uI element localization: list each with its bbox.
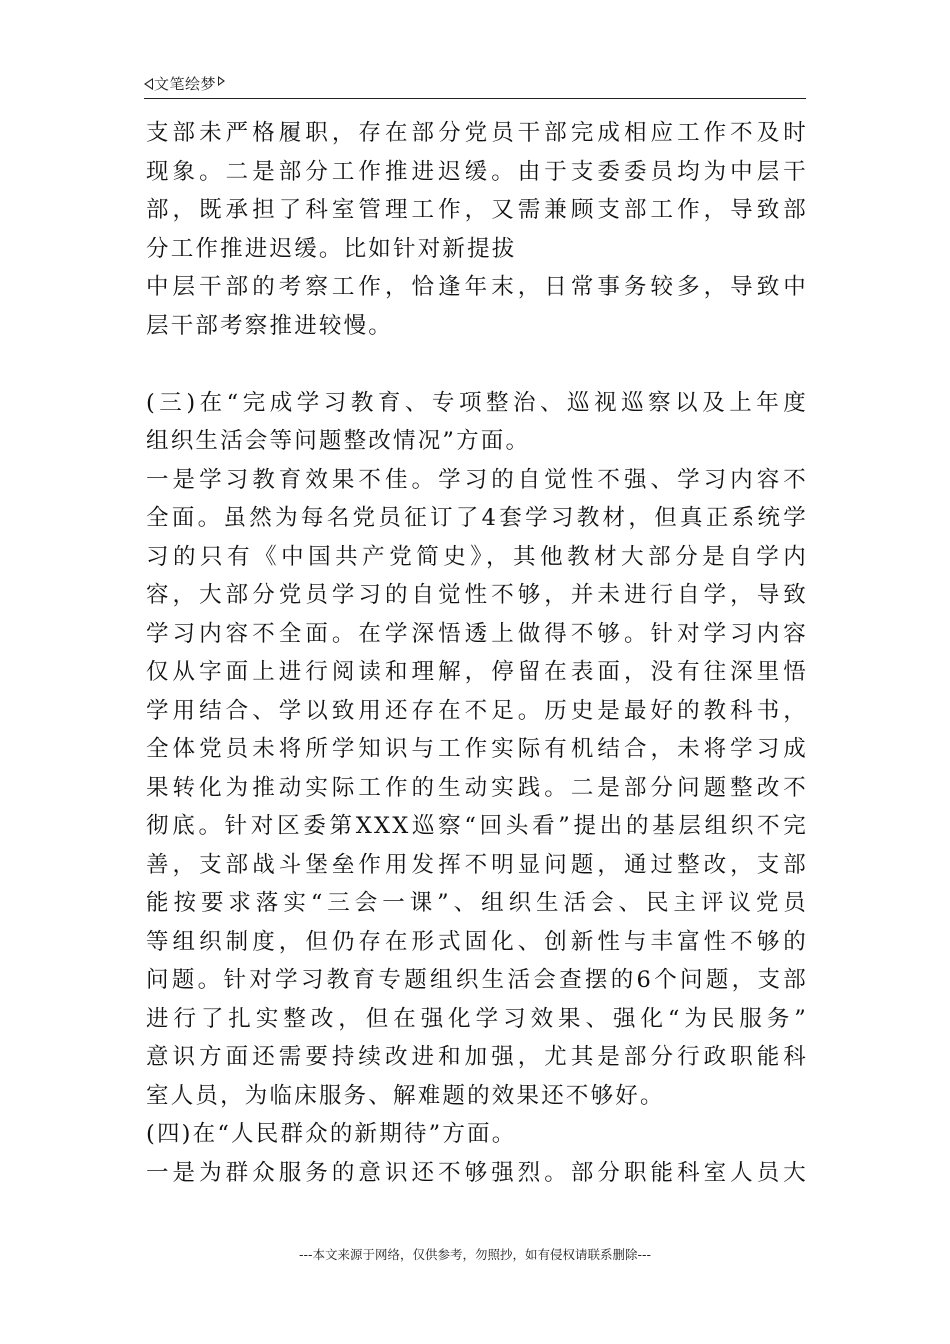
text-line: 仅从字面上进行阅读和理解，停留在表面，没有往深里悟 [146, 659, 808, 685]
right-triangle-icon [218, 76, 225, 86]
text-line: 支部未严格履职，存在部分党员干部完成相应工作不及时 [146, 120, 808, 146]
text-line: 习的只有《中国共产党简史》，其他教材大部分是自学内 [146, 543, 808, 570]
blank-line [146, 345, 808, 384]
page-header [144, 74, 806, 99]
footer-notice: ---本文来源于网络，仅供参考，勿照抄，如有侵权请联系删除--- [298, 1247, 652, 1262]
text-line: 能按要求落实“三会一课”、组织生活会、民主评议党员 [146, 890, 808, 916]
section-3-body [146, 461, 808, 1116]
section-4-heading [146, 1115, 808, 1154]
heading-line: (三)在“完成学习教育、专项整治、巡视巡察以及上年度 [146, 389, 808, 416]
text-line: 进行了扎实整改，但在强化学习效果、强化“为民服务” [146, 1005, 808, 1032]
text-line: 学用结合、学以致用还存在不足。历史是最好的教科书， [146, 697, 808, 724]
text-line: 容，大部分党员学习的自觉性不够，并未进行自学，导致 [146, 582, 808, 608]
text-line: 等组织制度，但仍存在形式固化、创新性与丰富性不够的 [146, 928, 808, 955]
text-line: 一是为群众服务的意识还不够强烈。部分职能科室人员大 [146, 1159, 808, 1186]
left-triangle-icon [144, 78, 153, 90]
text-line: 学习内容不全面。在学深悟透上做得不够。针对学习内容 [146, 620, 808, 647]
text-line: 全面。虽然为每名党员征订了4套学习教材，但真正系统学 [146, 505, 808, 531]
paragraph-1 [146, 114, 808, 268]
text-line: 善，支部战斗堡垒作用发挥不明显问题，通过整改，支部 [146, 851, 808, 878]
section-3-heading [146, 384, 808, 461]
document-body [146, 114, 808, 1192]
heading-line: 组织生活会等问题整改情况”方面。 [146, 428, 531, 454]
text-line: 彻底。针对区委第XXX巡察“回头看”提出的基层组织不完 [146, 813, 808, 839]
text-line: 中层干部的考察工作，恰逢年末，日常事务较多，导致中 [146, 274, 808, 300]
text-line: 分工作推进迟缓。比如针对新提拔 [146, 235, 517, 262]
text-line: 层干部考察推进较慢。 [146, 312, 394, 339]
text-line: 部，既承担了科室管理工作，又需兼顾支部工作，导致部 [146, 197, 808, 223]
header-brand: 文笔绘梦 [154, 75, 217, 93]
header-brand-wrap [144, 74, 225, 94]
paragraph-2 [146, 268, 808, 345]
heading-line: (四)在“人民群众的新期待”方面。 [146, 1121, 517, 1147]
text-line: 全体党员未将所学知识与工作实际有机结合，未将学习成 [146, 736, 808, 762]
text-line: 现象。二是部分工作推进迟缓。由于支委委员均为中层干 [146, 158, 808, 185]
text-line: 一是学习教育效果不佳。学习的自觉性不强、学习内容不 [146, 466, 808, 493]
text-line: 意识方面还需要持续改进和加强，尤其是部分行政职能科 [146, 1044, 808, 1070]
section-4-body [146, 1154, 808, 1193]
text-line: 果转化为推动实际工作的生动实践。二是部分问题整改不 [146, 774, 808, 801]
text-line: 问题。针对学习教育专题组织生活会查摆的6个问题，支部 [146, 967, 808, 993]
text-line: 室人员，为临床服务、解难题的效果还不够好。 [146, 1082, 665, 1109]
